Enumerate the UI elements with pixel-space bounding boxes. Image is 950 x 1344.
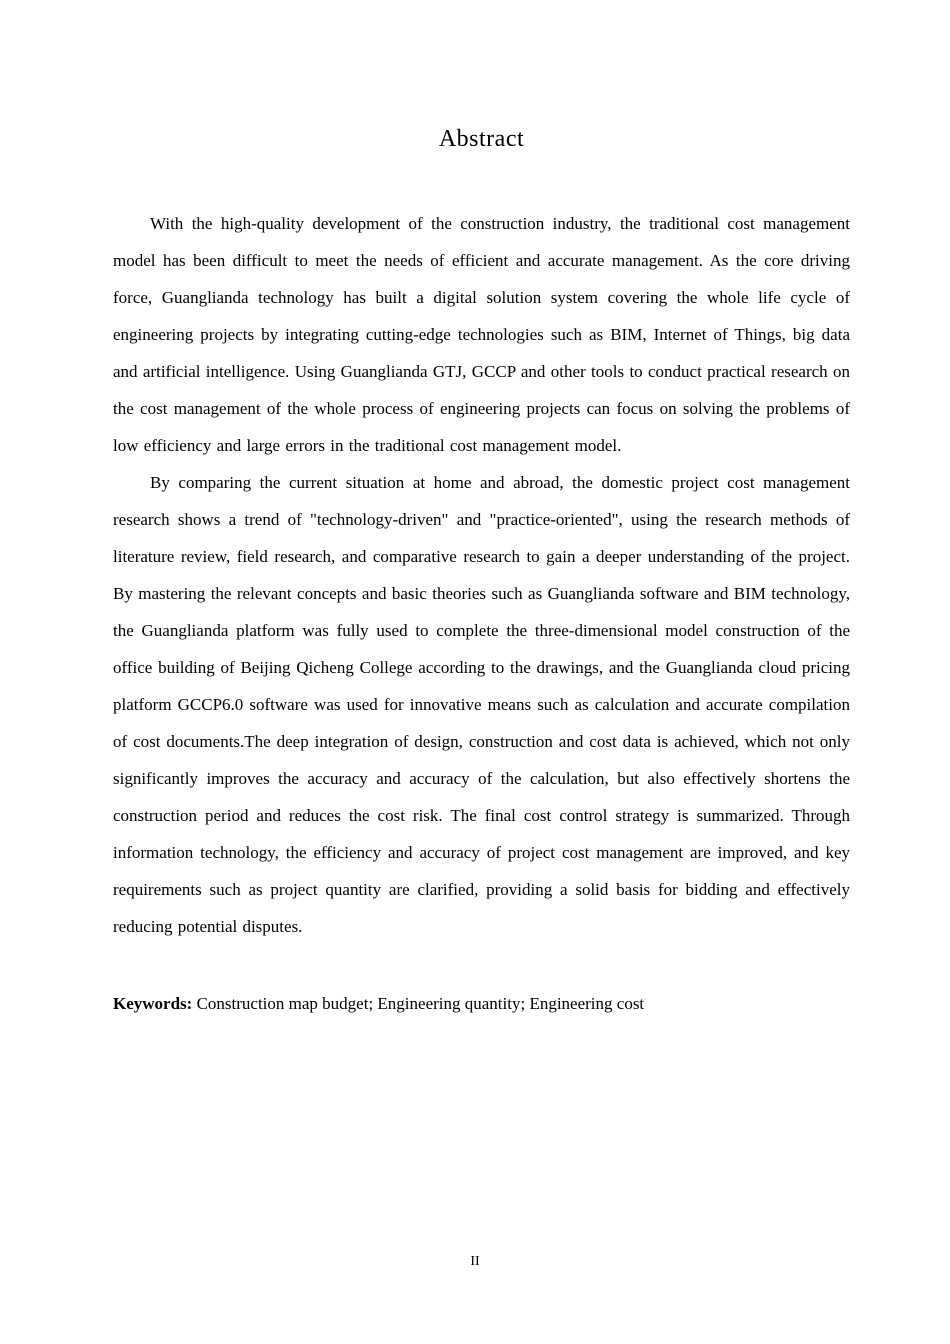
page-number: II [470, 1254, 480, 1269]
keywords-label: Keywords: [113, 994, 193, 1013]
keywords-text: Construction map budget; Engineering quantity; Engineering cost [196, 994, 645, 1013]
abstract-paragraph-2: By comparing the current situation at home and abroad, the domestic project cost management research shows a trend of "technology-driven" and "practice-oriented", using the research methods of literature review, field research, and comparative research to gain a deeper understanding of the project. By mastering the relevant concepts and basic theories such as Guanglianda software and BIM technology, the Guanglianda platform was fully used to complete the three-dimensional model construction of the office building of Beijing Qicheng College according to the drawings, and the Guanglianda cloud pricing platform GCCP6.0 software was used for innovative means such as calculation and accurate compilation of cost documents.The deep integration of design, construction and cost data is achieved, which not only significantly improves the accuracy and accuracy of the calculation, but also effectively shortens the construction period and reduces the cost risk. The final cost control strategy is summarized. Through information technology, the efficiency and accuracy of project cost management are improved, and key requirements such as project quantity are clarified, providing a solid basis for bidding and effectively reducing potential disputes. [113, 473, 850, 936]
keywords-line [113, 985, 850, 1022]
page-footer [0, 1254, 950, 1270]
page-title: Abstract [438, 126, 525, 152]
abstract-paragraph-1: With the high-quality development of the construction industry, the traditional cost management model has been difficult to meet the needs of efficient and accurate management. As the core driving force, Guanglianda technology has built a digital solution system covering the whole life cycle of engineering projects by integrating cutting-edge technologies such as BIM, Internet of Things, big data and artificial intelligence. Using Guanglianda GTJ, GCCP and other tools to conduct practical research on the cost management of the whole process of engineering projects can focus on solving the problems of low efficiency and large errors in the traditional cost management model. [113, 214, 850, 455]
